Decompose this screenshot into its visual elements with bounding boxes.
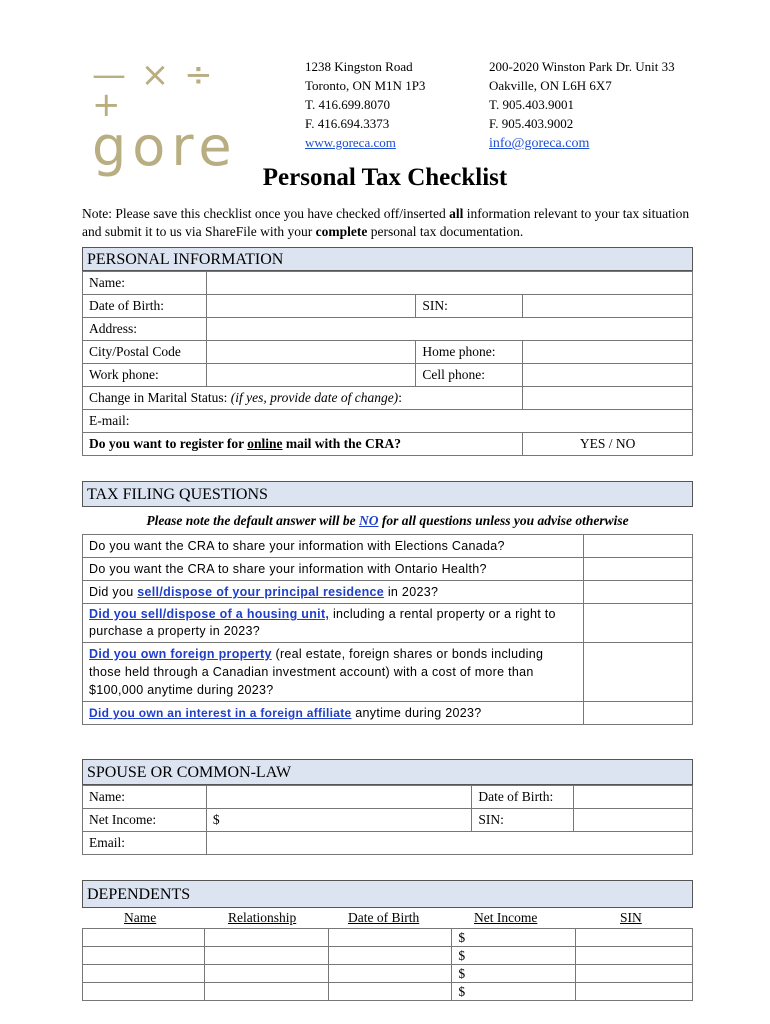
address-label: Address: <box>83 318 207 341</box>
sin-label: SIN: <box>416 295 523 318</box>
question-text: including a rental property or a right to purchase a property in 2023? <box>89 607 556 638</box>
address-line: Toronto, ON M1N 1P3 <box>305 78 426 93</box>
dep-cell[interactable] <box>328 929 452 947</box>
question-housing-unit <box>83 604 584 643</box>
section-heading-personal: PERSONAL INFORMATION <box>82 247 693 271</box>
dep-income-cell[interactable]: $ <box>452 929 576 947</box>
answer-field[interactable] <box>584 535 693 558</box>
dep-cell[interactable] <box>576 947 693 965</box>
dep-cell[interactable] <box>83 929 205 947</box>
online-text: Do you want to register for <box>89 436 248 451</box>
work-phone-label: Work phone: <box>83 364 207 387</box>
foreign-property-link[interactable]: Did you own foreign property <box>89 647 272 661</box>
answer-field[interactable] <box>584 604 693 643</box>
dep-cell[interactable] <box>576 965 693 983</box>
dep-cell[interactable] <box>204 929 328 947</box>
home-phone-label: Home phone: <box>416 341 523 364</box>
online-text: mail with the CRA? <box>282 436 401 451</box>
table-row <box>83 965 693 983</box>
address-field[interactable] <box>206 318 692 341</box>
sin-field[interactable] <box>523 295 693 318</box>
dep-cell[interactable] <box>328 983 452 1001</box>
foreign-affiliate-link[interactable]: Did you own an interest in a foreign affiliate <box>89 706 352 720</box>
col-header-sin: SIN <box>620 910 642 925</box>
tax-questions-table <box>82 534 693 725</box>
answer-field[interactable] <box>584 702 693 725</box>
section-heading-tax: TAX FILING QUESTIONS <box>82 481 693 507</box>
question-text: Did you <box>89 585 138 599</box>
address-line: 200-2020 Winston Park Dr. Unit 33 <box>489 59 675 74</box>
page-title: Personal Tax Checklist <box>262 164 508 191</box>
marital-text: Change in Marital Status: <box>89 390 231 405</box>
online-underlined: online <box>247 436 283 451</box>
dep-cell[interactable] <box>576 929 693 947</box>
col-header-name: Name <box>124 910 157 925</box>
dep-cell[interactable] <box>328 947 452 965</box>
online-mail-question <box>83 433 523 456</box>
address-toronto <box>305 57 425 152</box>
dep-cell[interactable] <box>83 983 205 1001</box>
table-row <box>83 947 693 965</box>
work-phone-field[interactable] <box>206 364 416 387</box>
dep-cell[interactable] <box>83 965 205 983</box>
fax-line: F. 905.403.9002 <box>489 116 574 131</box>
housing-unit-link[interactable]: Did you sell/dispose of a housing unit, <box>89 607 330 621</box>
question-text: anytime during 2023? <box>351 706 482 720</box>
net-income-field[interactable]: $ <box>206 809 471 832</box>
answer-field[interactable] <box>584 558 693 581</box>
note-bold: all <box>449 206 464 221</box>
section-heading-spouse: SPOUSE OR COMMON-LAW <box>82 759 693 785</box>
question-ontario-health: Do you want the CRA to share your information with Ontario Health? <box>83 558 584 581</box>
dep-cell[interactable] <box>204 983 328 1001</box>
note-text: information relevant to your tax situation and submit it to us via ShareFile with your <box>82 206 690 239</box>
default-answer-note <box>82 513 693 529</box>
section-heading-dependents: DEPENDENTS <box>82 880 693 908</box>
col-header-net-income: Net Income <box>474 910 538 925</box>
question-text: (real estate, foreign shares or bonds including those held through a Canadian investment account) with a cost of more than $100,000 anytime during 2023? <box>89 647 544 697</box>
spouse-email-field[interactable] <box>206 832 692 855</box>
phone-line: T. 905.403.9001 <box>489 97 574 112</box>
marital-colon: : <box>398 390 402 405</box>
fax-line: F. 416.694.3373 <box>305 116 390 131</box>
note-bold: complete <box>315 224 368 239</box>
col-header-relationship: Relationship <box>228 910 297 925</box>
principal-residence-link[interactable]: sell/dispose of your principal residence <box>137 585 385 599</box>
default-no: NO <box>358 513 379 528</box>
dependents-table <box>82 928 693 1001</box>
answer-field[interactable] <box>584 581 693 604</box>
dep-cell[interactable] <box>204 965 328 983</box>
note-text: personal tax documentation. <box>367 224 524 239</box>
question-elections-canada: Do you want the CRA to share your information with Elections Canada? <box>83 535 584 558</box>
default-note-text: for all questions unless you advise otherwise <box>378 513 629 528</box>
dep-income-cell[interactable]: $ <box>452 983 576 1001</box>
spouse-table <box>82 785 693 855</box>
dep-cell[interactable] <box>83 947 205 965</box>
spouse-name-label: Name: <box>83 786 207 809</box>
email-link[interactable]: info@goreca.com <box>489 136 590 151</box>
dep-cell[interactable] <box>576 983 693 1001</box>
address-line: 1238 Kingston Road <box>305 59 413 74</box>
spouse-dob-label: Date of Birth: <box>472 786 574 809</box>
answer-field[interactable] <box>584 643 693 702</box>
name-label: Name: <box>83 272 207 295</box>
logo-word: gore <box>92 115 238 178</box>
dep-cell[interactable] <box>328 965 452 983</box>
phone-line: T. 416.699.8070 <box>305 97 390 112</box>
dob-field[interactable] <box>206 295 416 318</box>
table-row <box>83 983 693 1001</box>
spouse-name-field[interactable] <box>206 786 471 809</box>
col-header-dob: Date of Birth <box>348 910 420 925</box>
marital-status-field[interactable] <box>523 387 693 410</box>
dob-label: Date of Birth: <box>83 295 207 318</box>
company-logo <box>92 55 252 178</box>
question-principal-residence <box>83 581 584 604</box>
address-oakville <box>489 57 675 153</box>
dep-cell[interactable] <box>204 947 328 965</box>
spouse-dob-field[interactable] <box>574 786 693 809</box>
instructions-note <box>82 205 697 241</box>
email-label: E-mail: <box>83 410 693 433</box>
question-foreign-affiliate <box>83 702 584 725</box>
marital-status-label <box>83 387 523 410</box>
address-line: Oakville, ON L6H 6X7 <box>489 78 612 93</box>
default-note-text: Please note the default answer will be <box>146 513 359 528</box>
logo-symbols: — × ÷ + <box>92 55 215 125</box>
spouse-email-label: Email: <box>83 832 207 855</box>
yes-no-toggle[interactable]: YES / NO <box>523 433 693 456</box>
dep-income-cell[interactable]: $ <box>452 965 576 983</box>
question-foreign-property <box>83 643 584 702</box>
spouse-sin-field[interactable] <box>574 809 693 832</box>
website-link[interactable]: www.goreca.com <box>305 135 396 150</box>
table-row <box>83 929 693 947</box>
spouse-sin-label: SIN: <box>472 809 574 832</box>
name-field[interactable] <box>206 272 692 295</box>
city-label: City/Postal Code <box>83 341 207 364</box>
net-income-label: Net Income: <box>83 809 207 832</box>
personal-info-table <box>82 271 693 456</box>
dep-income-cell[interactable]: $ <box>452 947 576 965</box>
note-text: Note: Please save this checklist once you have checked off/inserted <box>82 206 450 221</box>
cell-phone-label: Cell phone: <box>416 364 523 387</box>
home-phone-field[interactable] <box>523 341 693 364</box>
question-text: in 2023? <box>384 585 439 599</box>
marital-hint: (if yes, provide date of change) <box>230 390 399 405</box>
city-field[interactable] <box>206 341 416 364</box>
cell-phone-field[interactable] <box>523 364 693 387</box>
